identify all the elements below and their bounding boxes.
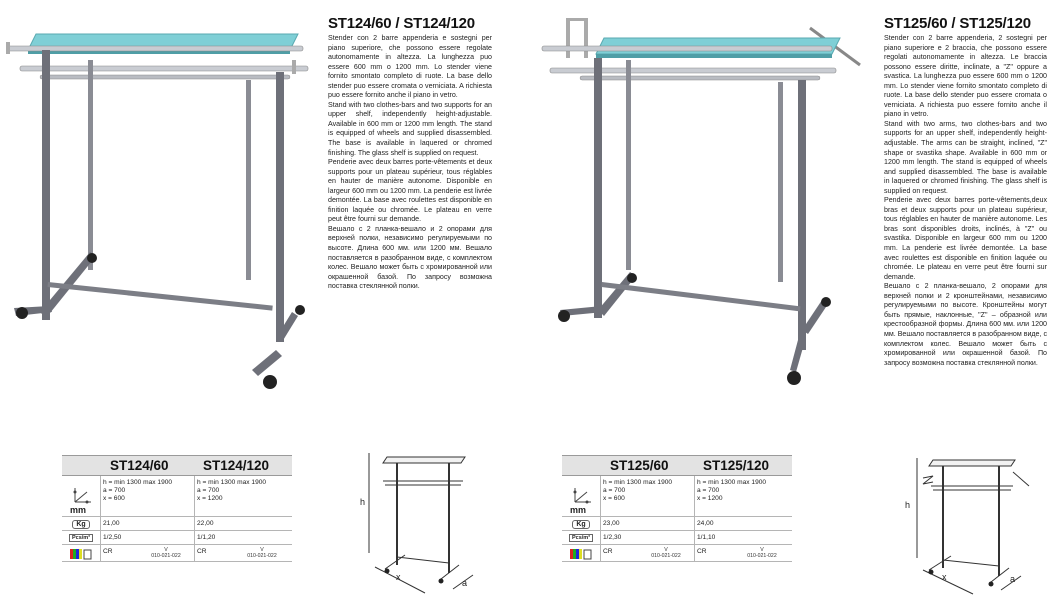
spec-col-title: ST125/60 [610, 458, 669, 473]
product-photo-st125 [540, 10, 870, 390]
dim-x: x = 600 [603, 495, 625, 502]
dimension-a: a [462, 578, 468, 588]
spec-divider [600, 476, 601, 562]
description-russian: Вешало с 2 планка-вешало, 2 опорами для верхней полки и 2 кронштейнами, независимо регулируемыми по высоте. Кронштейны могут быть прямые, наклонные, "Z" – образной или крестообразной формы. Длина 600 мм. или 1200 мм. Вешало поставляется в разобранном виде, с комплектом колес. Вешало может быть с хромированной или окрашенной базой. По запросу возможна поставка стеклянной полки. [884, 282, 1047, 367]
dim-x: x = 1200 [197, 495, 223, 502]
weight-icon [62, 517, 100, 531]
technical-drawing-st124 [355, 445, 485, 595]
dimensions-col1 [103, 479, 172, 503]
product-description [884, 34, 1047, 368]
dim-h: h = min 1300 max 1900 [103, 479, 173, 486]
finish-col1: CR [603, 548, 613, 555]
dim-x: x = 1200 [697, 495, 723, 502]
dimension-h: h [905, 500, 911, 510]
spec-col-title: ST124/60 [110, 458, 169, 473]
weight-col1: 21,00 [103, 520, 120, 527]
dimension-x: x [942, 572, 947, 582]
finish-code-col1: V 010-021-022 [151, 547, 181, 559]
mm-label: mm [570, 505, 587, 515]
finish-col2: CR [197, 548, 207, 555]
dimensions-col1 [603, 479, 672, 503]
description-english: Stand with two arms, two clothes-bars and two supports for an upper shelf, independently height-adjustable. The arms can be straight, inclined, "Z" shape or svastika shape. Available in 600 mm or 1200 mm length. The stand is equipped of wheels and supplied disassembled. The base is available in laquered or chromed finishing. The glass shelf is supplied on request. [884, 119, 1047, 195]
product-description [328, 34, 492, 292]
dimensions-col2 [197, 479, 266, 503]
weight-col2: 24,00 [697, 520, 714, 527]
pcs-label: Pcs/m³ [569, 534, 593, 542]
finish-code-col2: V 010-021-022 [747, 547, 777, 559]
pcs-icon [562, 531, 600, 545]
dim-h: h = min 1300 max 1900 [603, 479, 673, 486]
color-palette-icon [562, 545, 600, 562]
spec-table-st125 [562, 455, 792, 567]
spec-col-title: ST125/120 [703, 458, 770, 473]
dimension-h: h [360, 497, 366, 507]
dim-a: a = 700 [103, 487, 126, 494]
product-title: ST125/60 / ST125/120 [884, 15, 1031, 32]
description-french: Penderie avec deux barres porte-vêtements,deux bras et deux supports pour un plateau supérieur, tous réglables en hauter de manière autonome. Les bras sont disponibles droits, inclinés, à "Z" ou svastika. Disponible en largeur 600 mm ou 1200 mm. La penderie est livrée demontée. La base avec roulettes est disponible en finition laquée ou chromée. Le plateau en verre peut être fourni sur demande. [884, 196, 1047, 281]
weight-icon [562, 517, 600, 531]
dim-x: x = 600 [103, 495, 125, 502]
product-title: ST124/60 / ST124/120 [328, 15, 475, 32]
description-italian: Stender con 2 barre appenderia e sostegni per piano superiore, che possono essere regolate autonomamente in altezza. La lunghezza puo essere 600 mm o 1200 mm. Lo stender viene fornito smontato completo di ruote. La base dello stender puo essere cromata o verniciata. A richiesta puo essere fornito anche il piano in vetro. [328, 34, 492, 100]
mm-label: mm [70, 505, 87, 515]
color-palette-icon [62, 545, 100, 562]
pcs-label: Pcs/m³ [69, 534, 93, 542]
finish-code-col2: V 010-021-022 [247, 547, 277, 559]
pcs-col1: 1/2,50 [103, 534, 122, 541]
kg-label: Kg [72, 520, 89, 529]
dim-a: a = 700 [197, 487, 220, 494]
spec-table-st124 [62, 455, 292, 567]
dim-a: a = 700 [697, 487, 720, 494]
spec-divider [100, 476, 101, 562]
dimensions-col2 [697, 479, 766, 503]
finish-col2: CR [697, 548, 707, 555]
description-english: Stand with two clothes-bars and two supports for an upper shelf, independently height-adjustable. Available in 600 mm or 1200 mm length. The stand is equipped of wheels and supplied disassembled. The base is available in laquered or chromed finishing. The glass shelf is supplied on request. [328, 100, 492, 157]
pcs-col2: 1/1,10 [697, 534, 716, 541]
dimension-a: a [1010, 574, 1016, 584]
weight-col2: 22,00 [197, 520, 214, 527]
dim-h: h = min 1300 max 1900 [697, 479, 767, 486]
description-french: Penderie avec deux barres porte-vêtements et deux supports pour un plateau supérieur, tous réglables en hauter de manière autonome. Disponible en largeur 600 mm ou 1200 mm. La penderie est livrée demontée. La base avec roulettes est disponible en finition laquée ou chromée. Le plateau en verre peut être fourni sur demande. [328, 158, 492, 224]
spec-divider [194, 476, 195, 562]
dim-h: h = min 1300 max 1900 [197, 479, 267, 486]
pcs-icon [62, 531, 100, 545]
finish-col1: CR [103, 548, 113, 555]
kg-label: Kg [572, 520, 589, 529]
pcs-col1: 1/2,30 [603, 534, 622, 541]
product-photo-st124 [0, 20, 310, 400]
dim-a: a = 700 [603, 487, 626, 494]
pcs-col2: 1/1,20 [197, 534, 216, 541]
spec-col-title: ST124/120 [203, 458, 270, 473]
technical-drawing-st125 [903, 450, 1043, 598]
finish-code-col1: V 010-021-022 [651, 547, 681, 559]
spec-divider [694, 476, 695, 562]
dimension-x: x [396, 572, 401, 582]
description-russian: Вешало с 2 планка-вешало и 2 опорами для верхней полки, независимо регулируемыми по высоте. Длина 600 мм. или 1200 мм. Вешало поставляется в разобранном виде, с комплектом колес. Вешало может быть с хромированной или окрашенной базой. По запросу возможна поставка стеклянной полки. [328, 224, 492, 291]
description-italian: Stender con 2 barre appenderia, 2 sostegni per piano superiore e 2 braccia, che possono essere regolati autonomamente in altezza. Le braccia possono essere diritte, inclinate, a "Z" oppure a svastica. La lunghezza puo essere 600 mm o 1200 mm. Lo stender viene fornito smontato completo di ruote. La base dello stender puo essere cromata o verniciata. A richiesta puo essere fornito anche il piano in vetro. [884, 34, 1047, 119]
weight-col1: 23,00 [603, 520, 620, 527]
